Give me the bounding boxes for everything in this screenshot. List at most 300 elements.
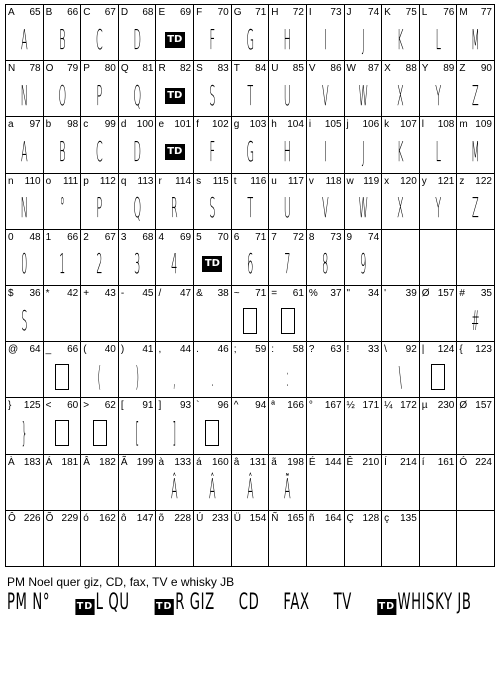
glyph-cell xyxy=(44,286,82,342)
glyph-sample xyxy=(394,302,407,339)
glyph-character: Í xyxy=(384,456,387,468)
glyph-sample xyxy=(168,302,181,339)
glyph-cell xyxy=(156,230,194,286)
glyph-character: 3 xyxy=(120,231,127,243)
glyph-cell xyxy=(420,286,458,342)
glyph-sample xyxy=(56,302,69,339)
glyph-cell xyxy=(119,342,157,398)
glyph-sample: X xyxy=(397,191,404,225)
glyph-code: 133 xyxy=(174,456,192,468)
glyph-sample: W xyxy=(357,191,368,225)
glyph-cell xyxy=(382,511,420,567)
glyph-cell xyxy=(457,455,495,511)
glyph-character: Ú xyxy=(196,512,204,524)
glyph-sample: V xyxy=(321,78,329,112)
glyph-cell-label xyxy=(8,288,41,300)
glyph-cell xyxy=(457,342,495,398)
glyph-cell-label xyxy=(234,176,267,188)
glyph-code: 100 xyxy=(136,119,154,131)
glyph-code: 80 xyxy=(104,63,116,75)
glyph-character: Ü xyxy=(233,512,241,524)
glyph-cell-label xyxy=(158,63,191,75)
glyph-character: g xyxy=(233,119,240,131)
glyph-cell xyxy=(420,342,458,398)
sample-word: L QU xyxy=(95,590,130,615)
glyph-code: 92 xyxy=(405,344,417,356)
glyph-cell xyxy=(307,455,345,511)
glyph-code: 224 xyxy=(475,456,492,468)
glyph-cell xyxy=(6,286,44,342)
glyph-character: - xyxy=(120,288,125,299)
glyph-sample xyxy=(244,527,257,564)
glyph-sample xyxy=(319,527,332,564)
glyph-cell xyxy=(269,511,307,567)
glyph-cell xyxy=(232,286,270,342)
glyph-sample: L xyxy=(435,134,441,168)
glyph-sample: G xyxy=(246,134,254,168)
glyph-code: 131 xyxy=(249,456,267,468)
glyph-sample xyxy=(281,527,294,564)
glyph-character: Ø xyxy=(459,400,468,412)
glyph-character: A xyxy=(8,7,15,18)
glyph-code: 84 xyxy=(255,63,267,75)
glyph-character: U xyxy=(271,63,279,75)
glyph-cell xyxy=(194,286,232,342)
glyph-sample xyxy=(469,471,482,508)
glyph-cell-label xyxy=(8,513,41,525)
glyph-cell xyxy=(307,398,345,454)
glyph-cell-label xyxy=(422,400,455,412)
glyph-code: 79 xyxy=(67,63,79,75)
glyph-code: 82 xyxy=(179,63,192,75)
glyph-character: É xyxy=(308,456,316,468)
glyph-code: 87 xyxy=(368,63,380,75)
glyph-character: R xyxy=(158,63,166,75)
sample-word: FAX xyxy=(283,590,310,615)
glyph-cell-label xyxy=(158,119,191,131)
glyph-cell-label xyxy=(309,400,342,412)
glyph-sample xyxy=(156,133,193,170)
glyph-cell-label xyxy=(422,513,455,525)
glyph-cell xyxy=(44,117,82,173)
td-logo-icon: TD xyxy=(202,256,222,272)
glyph-code: 102 xyxy=(212,119,229,131)
glyph-code: 67 xyxy=(104,231,116,243)
glyph-cell-label xyxy=(158,513,191,525)
glyph-code: 39 xyxy=(405,288,417,299)
glyph-sample xyxy=(206,302,219,339)
glyph-sample: Â xyxy=(246,472,254,506)
glyph-sample: 1 xyxy=(58,247,66,281)
glyph-code: 33 xyxy=(368,344,380,356)
glyph-sample: V xyxy=(321,191,329,225)
glyph-sample: P xyxy=(96,78,103,112)
glyph-cell-label xyxy=(347,513,380,525)
glyph-code: 171 xyxy=(362,400,380,412)
glyph-cell-label xyxy=(422,232,455,244)
glyph-character: Z xyxy=(459,63,466,75)
glyph-character: c xyxy=(83,119,89,131)
glyph-code: 76 xyxy=(443,7,455,18)
glyph-cell xyxy=(232,117,270,173)
glyph-sample: N xyxy=(20,191,28,225)
glyph-sample: H xyxy=(283,22,292,56)
glyph-character: # xyxy=(459,288,465,299)
glyph-code: 135 xyxy=(400,512,417,524)
glyph-sample: 3 xyxy=(134,247,141,281)
glyph-character: q xyxy=(120,175,127,187)
glyph-code: 74 xyxy=(368,7,380,18)
glyph-character: } xyxy=(8,400,12,412)
glyph-sample xyxy=(168,527,181,564)
glyph-character: ' xyxy=(384,288,387,299)
glyph-character: â xyxy=(233,456,240,468)
glyph-code: 114 xyxy=(175,175,192,187)
glyph-cell xyxy=(156,511,194,567)
glyph-cell xyxy=(269,61,307,117)
glyph-cell-label xyxy=(347,63,380,75)
glyph-cell-label xyxy=(8,457,41,469)
glyph-sample xyxy=(18,471,31,508)
glyph-code: 70 xyxy=(217,231,229,243)
glyph-code: 157 xyxy=(437,288,455,299)
glyph-sample: S xyxy=(21,303,28,337)
glyph-code: 89 xyxy=(443,63,455,75)
glyph-cell xyxy=(194,174,232,230)
glyph-character: Ê xyxy=(346,456,354,468)
glyph-character: % xyxy=(308,288,318,299)
glyph-cell xyxy=(119,286,157,342)
glyph-code: 230 xyxy=(437,400,455,412)
glyph-cell xyxy=(81,5,119,61)
glyph-character: e xyxy=(158,119,165,131)
glyph-cell xyxy=(156,117,194,173)
td-logo-icon: TD xyxy=(165,32,185,48)
glyph-sample: 2 xyxy=(96,247,103,281)
glyph-cell-label xyxy=(83,344,116,356)
glyph-cell-label xyxy=(422,288,455,300)
glyph-cell xyxy=(307,5,345,61)
glyph-cell xyxy=(194,5,232,61)
glyph-cell-label xyxy=(271,63,304,75)
glyph-sample: D xyxy=(133,134,141,168)
glyph-cell xyxy=(382,5,420,61)
glyph-code: 65 xyxy=(29,7,41,18)
glyph-cell xyxy=(307,511,345,567)
glyph-character: ç xyxy=(384,512,390,524)
glyph-sample: ) xyxy=(135,359,140,393)
glyph-cell xyxy=(307,174,345,230)
glyph-cell-label xyxy=(309,63,342,75)
glyph-code: 71 xyxy=(255,231,267,243)
glyph-sample: U xyxy=(284,78,292,112)
glyph-code: 69 xyxy=(179,7,192,18)
glyph-sample: , xyxy=(173,359,177,393)
glyph-sample xyxy=(469,246,482,283)
glyph-character: ª xyxy=(271,400,275,412)
glyph-cell xyxy=(269,455,307,511)
glyph-character: Â xyxy=(83,456,90,468)
glyph-character: j xyxy=(346,119,349,131)
glyph-sample xyxy=(131,302,144,339)
glyph-cell xyxy=(420,511,458,567)
glyph-sample: Q xyxy=(133,78,142,112)
glyph-code: 67 xyxy=(104,7,116,18)
glyph-cell-label xyxy=(271,176,304,188)
glyph-code: 125 xyxy=(23,400,41,412)
glyph-cell-label xyxy=(121,400,154,412)
glyph-sample xyxy=(432,527,445,564)
sample-caption: PM Noel quer giz, CD, fax, TV e whisky JB xyxy=(7,575,235,589)
glyph-sample: 4 xyxy=(171,247,178,281)
glyph-character: C xyxy=(83,7,91,18)
glyph-character: i xyxy=(308,119,312,131)
glyph-cell-label xyxy=(121,232,154,244)
glyph-cell xyxy=(269,342,307,398)
glyph-cell xyxy=(194,511,232,567)
glyph-cell xyxy=(345,174,383,230)
glyph-code: 112 xyxy=(99,175,116,187)
glyph-sample xyxy=(356,414,369,451)
glyph-character: G xyxy=(233,7,242,18)
glyph-code: 97 xyxy=(29,119,41,131)
glyph-code: 164 xyxy=(324,512,342,524)
glyph-cell xyxy=(345,117,383,173)
glyph-code: 98 xyxy=(67,119,79,131)
missing-glyph-box-icon xyxy=(93,420,107,446)
glyph-sample xyxy=(432,414,445,451)
glyph-character: d xyxy=(120,119,127,131)
glyph-cell-label xyxy=(46,457,79,469)
glyph-cell xyxy=(44,511,82,567)
glyph-code: 64 xyxy=(29,344,41,356)
glyph-cell-label xyxy=(384,7,417,19)
glyph-cell-label xyxy=(83,513,116,525)
missing-glyph-box-icon xyxy=(55,420,69,446)
glyph-cell-label xyxy=(347,232,380,244)
glyph-cell-label xyxy=(234,344,267,356)
glyph-cell-label xyxy=(459,344,492,356)
glyph-cell-label xyxy=(234,288,267,300)
glyph-code: 182 xyxy=(99,456,116,468)
glyph-cell-label xyxy=(384,176,417,188)
glyph-character: O xyxy=(45,63,54,75)
glyph-cell-label xyxy=(234,7,267,19)
glyph-sample: Z xyxy=(472,78,480,112)
glyph-cell-label xyxy=(422,119,455,131)
glyph-character: ^ xyxy=(233,400,239,412)
glyph-cell xyxy=(81,117,119,173)
glyph-cell-label xyxy=(196,119,229,131)
glyph-sample: W xyxy=(357,78,368,112)
glyph-code: 110 xyxy=(24,175,41,187)
glyph-cell-label xyxy=(271,7,304,19)
glyph-cell xyxy=(194,61,232,117)
glyph-sample xyxy=(319,414,332,451)
glyph-cell xyxy=(44,342,82,398)
glyph-cell-label xyxy=(347,400,380,412)
glyph-character: ) xyxy=(120,344,125,356)
glyph-cell xyxy=(81,398,119,454)
glyph-code: 228 xyxy=(174,512,192,524)
glyph-character: v xyxy=(308,175,314,187)
glyph-sample: J xyxy=(361,134,365,168)
glyph-cell-label xyxy=(309,288,342,300)
glyph-cell-label xyxy=(158,288,191,300)
glyph-cell xyxy=(269,230,307,286)
glyph-sample: [ xyxy=(135,415,140,449)
glyph-code: 199 xyxy=(136,456,154,468)
missing-glyph-box-icon xyxy=(205,420,219,446)
glyph-cell-label xyxy=(46,63,79,75)
glyph-code: 111 xyxy=(63,175,79,187)
sample-word: WHISKY JB xyxy=(397,590,472,615)
glyph-sample xyxy=(194,414,231,451)
glyph-code: 72 xyxy=(292,231,304,243)
glyph-cell xyxy=(44,174,82,230)
glyph-cell-label xyxy=(384,400,417,412)
glyph-cell xyxy=(119,398,157,454)
glyph-sample xyxy=(194,246,231,283)
glyph-character: ( xyxy=(83,344,87,356)
glyph-character: ~ xyxy=(233,288,240,299)
glyph-cell xyxy=(6,230,44,286)
glyph-cell-label xyxy=(121,7,154,19)
glyph-code: 106 xyxy=(362,119,380,131)
glyph-sample: \ xyxy=(398,359,403,393)
glyph-cell-label xyxy=(46,119,79,131)
glyph-code: 45 xyxy=(142,288,154,299)
glyph-character: 7 xyxy=(271,231,277,243)
glyph-sample: M xyxy=(471,22,480,56)
glyph-cell-label xyxy=(121,344,154,356)
glyph-sample xyxy=(469,358,482,395)
glyph-cell-label xyxy=(271,288,304,300)
glyph-sample: S xyxy=(209,191,216,225)
glyph-code: 108 xyxy=(437,119,455,131)
glyph-cell xyxy=(345,230,383,286)
glyph-code: 229 xyxy=(61,512,79,524)
glyph-code: 124 xyxy=(437,344,455,356)
glyph-cell-label xyxy=(8,63,41,75)
glyph-cell-label xyxy=(422,176,455,188)
glyph-cell-label xyxy=(234,457,267,469)
td-logo-icon: TD xyxy=(165,88,185,104)
glyph-code: 68 xyxy=(142,231,154,243)
glyph-sample xyxy=(319,302,332,339)
glyph-cell xyxy=(119,455,157,511)
glyph-character: E xyxy=(158,7,166,18)
glyph-code: 119 xyxy=(363,175,380,187)
glyph-sample xyxy=(394,414,407,451)
glyph-cell-label xyxy=(8,176,41,188)
glyph-cell xyxy=(382,342,420,398)
glyph-cell xyxy=(81,61,119,117)
glyph-sample xyxy=(156,21,193,58)
glyph-cell xyxy=(6,398,44,454)
glyph-sample xyxy=(56,471,69,508)
glyph-character: < xyxy=(45,400,52,412)
character-map-grid xyxy=(5,4,495,567)
glyph-cell-label xyxy=(121,176,154,188)
glyph-character: ã xyxy=(271,456,277,468)
glyph-cell xyxy=(307,61,345,117)
glyph-character: . xyxy=(196,344,199,356)
glyph-character: M xyxy=(459,7,468,18)
glyph-character: @ xyxy=(8,344,19,356)
missing-glyph-box-icon xyxy=(55,364,69,390)
glyph-code: 166 xyxy=(287,400,304,412)
glyph-code: 123 xyxy=(475,344,492,356)
glyph-cell-label xyxy=(46,344,79,356)
glyph-cell xyxy=(119,174,157,230)
glyph-cell xyxy=(232,398,270,454)
glyph-sample: I xyxy=(323,134,327,168)
glyph-sample: H xyxy=(283,134,292,168)
glyph-cell xyxy=(194,455,232,511)
glyph-cell-label xyxy=(158,232,191,244)
glyph-sample: 8 xyxy=(322,247,329,281)
glyph-character: Á xyxy=(45,456,53,468)
glyph-sample xyxy=(206,527,219,564)
glyph-sample: U xyxy=(284,191,292,225)
glyph-character: * xyxy=(45,288,50,299)
glyph-character: ] xyxy=(158,400,162,412)
glyph-sample xyxy=(281,414,294,451)
glyph-cell-label xyxy=(158,7,191,19)
glyph-character: ¼ xyxy=(384,400,393,412)
glyph-character: ! xyxy=(346,344,350,356)
glyph-code: 37 xyxy=(330,288,342,299)
glyph-cell-label xyxy=(309,119,342,131)
glyph-cell-label xyxy=(271,119,304,131)
glyph-character: K xyxy=(384,7,391,18)
glyph-sample xyxy=(469,414,482,451)
glyph-cell-label xyxy=(459,7,492,19)
glyph-character: I xyxy=(308,7,312,18)
glyph-character: & xyxy=(196,288,203,299)
glyph-sample: M xyxy=(471,134,480,168)
glyph-sample: Â xyxy=(209,472,216,506)
glyph-code: 73 xyxy=(330,7,342,18)
glyph-cell xyxy=(194,117,232,173)
glyph-code: 96 xyxy=(217,400,229,412)
glyph-sample: K xyxy=(397,22,404,56)
glyph-code: 105 xyxy=(324,119,342,131)
glyph-cell xyxy=(119,117,157,173)
glyph-cell-label xyxy=(422,457,455,469)
glyph-sample: ] xyxy=(172,415,177,449)
glyph-character: H xyxy=(271,7,279,18)
glyph-sample xyxy=(432,471,445,508)
glyph-cell xyxy=(232,342,270,398)
glyph-code: 144 xyxy=(324,456,342,468)
glyph-cell xyxy=(420,455,458,511)
glyph-cell xyxy=(307,117,345,173)
glyph-character: í xyxy=(421,456,425,468)
glyph-cell xyxy=(457,61,495,117)
glyph-cell xyxy=(194,398,232,454)
glyph-cell-label xyxy=(196,344,229,356)
glyph-code: 73 xyxy=(330,231,342,243)
glyph-cell-label xyxy=(121,119,154,131)
glyph-code: 226 xyxy=(23,512,41,524)
glyph-character: > xyxy=(83,400,90,412)
glyph-cell-label xyxy=(83,232,116,244)
glyph-character: Q xyxy=(120,63,129,75)
glyph-cell xyxy=(345,5,383,61)
glyph-cell-label xyxy=(309,513,342,525)
